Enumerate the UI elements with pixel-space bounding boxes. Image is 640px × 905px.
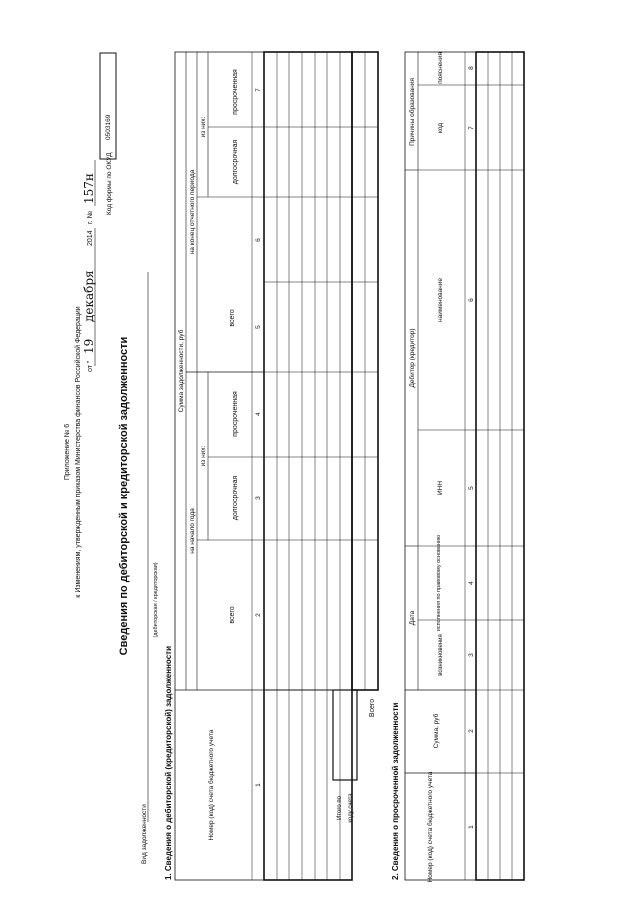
s1-group-end: на конец отчетного периода (189, 169, 196, 255)
s1-col-total-start: всего (229, 606, 236, 624)
s1-num-1: 1 (255, 783, 262, 787)
s1-col-total-end: всего (229, 309, 236, 327)
s1-of-which-end: из них: (200, 116, 207, 138)
s1-num-7: 7 (255, 88, 262, 92)
s2-col-sum: Сумма, руб (433, 713, 440, 749)
s1-num-6: 6 (255, 238, 262, 242)
order-number-prefix: г. № (87, 210, 94, 224)
okud-code: 0503169 (105, 114, 112, 140)
debt-type-hint: (дебиторская / кредиторская) (153, 562, 159, 638)
okud-code-box (100, 53, 116, 159)
form-header (64, 53, 116, 598)
s1-vsego-label: Всего (369, 698, 376, 718)
s1-col-long-start: долгосрочная (232, 475, 239, 521)
s2-col-name: наименование (437, 278, 444, 322)
s2-col-account: Номер (код) счета бюджетного учета (427, 771, 434, 883)
s2-group-date: Дата (409, 610, 416, 626)
s2-group-reasons: Причины образования (409, 78, 416, 146)
s1-num-3: 3 (255, 496, 262, 500)
s2-num-6: 6 (468, 298, 475, 302)
s2-col-expl: пояснения (437, 52, 444, 84)
s1-group-start: на начало года (189, 508, 196, 554)
s1-col-account-line: Номер (код) счета бюджетного учета (208, 729, 215, 841)
s1-num-2: 2 (255, 613, 262, 617)
s2-col-inn: ИНН (437, 480, 444, 496)
section1-title: 1. Сведения о дебиторской (кредиторской) задолженности (164, 646, 173, 880)
s2-num-3: 3 (468, 653, 475, 657)
s2-col-origin: возникновения (438, 634, 444, 676)
s2-num-1: 1 (468, 825, 475, 829)
order-number: 157н (82, 173, 96, 204)
s2-col-due: исполнения по правовому основанию (436, 534, 442, 632)
s2-num-8: 8 (468, 66, 475, 70)
s1-of-which-start: из них: (200, 445, 207, 467)
s1-itogo-label: Итого по (337, 796, 343, 820)
s1-col-overdue-start: просроченная (232, 391, 239, 437)
s2-num-5: 5 (468, 486, 475, 490)
s1-num-5: 5 (255, 325, 262, 329)
s1-col-long-end: долгосрочная (232, 139, 239, 185)
section1-headers (177, 69, 376, 840)
s2-num-7: 7 (468, 126, 475, 130)
s2-num-2: 2 (468, 729, 475, 733)
s1-itogo-label-2: коду счета (348, 793, 354, 823)
s1-group-sum: Сумма задолженности, руб (178, 329, 185, 413)
s2-num-4: 4 (468, 581, 475, 585)
order-date-year: 2014 (87, 230, 94, 246)
section2-title: 2. Сведения о просроченной задолженности (391, 702, 400, 880)
s2-group-debtor: Дебитор (кредитор) (409, 328, 416, 388)
appendix-order-text: к Изменениям, утвержденным приказом Министерства финансов Российской Федерации (75, 306, 82, 598)
s2-col-code: код (437, 122, 444, 134)
debt-type-label: Вид задолженности (141, 804, 148, 864)
s1-col-overdue-end: просроченная (232, 69, 239, 115)
form-title: Сведения по дебиторской и кредиторской задолженности (118, 336, 130, 656)
appendix-label: Приложение № 6 (64, 423, 71, 481)
s1-num-4: 4 (255, 412, 262, 416)
section2-table (405, 52, 524, 883)
order-date-day: 19 (82, 338, 96, 354)
order-date-prefix: от " (87, 360, 94, 372)
order-date-month: декабря (82, 270, 96, 322)
okud-label: Код формы по ОКУД (106, 152, 113, 215)
